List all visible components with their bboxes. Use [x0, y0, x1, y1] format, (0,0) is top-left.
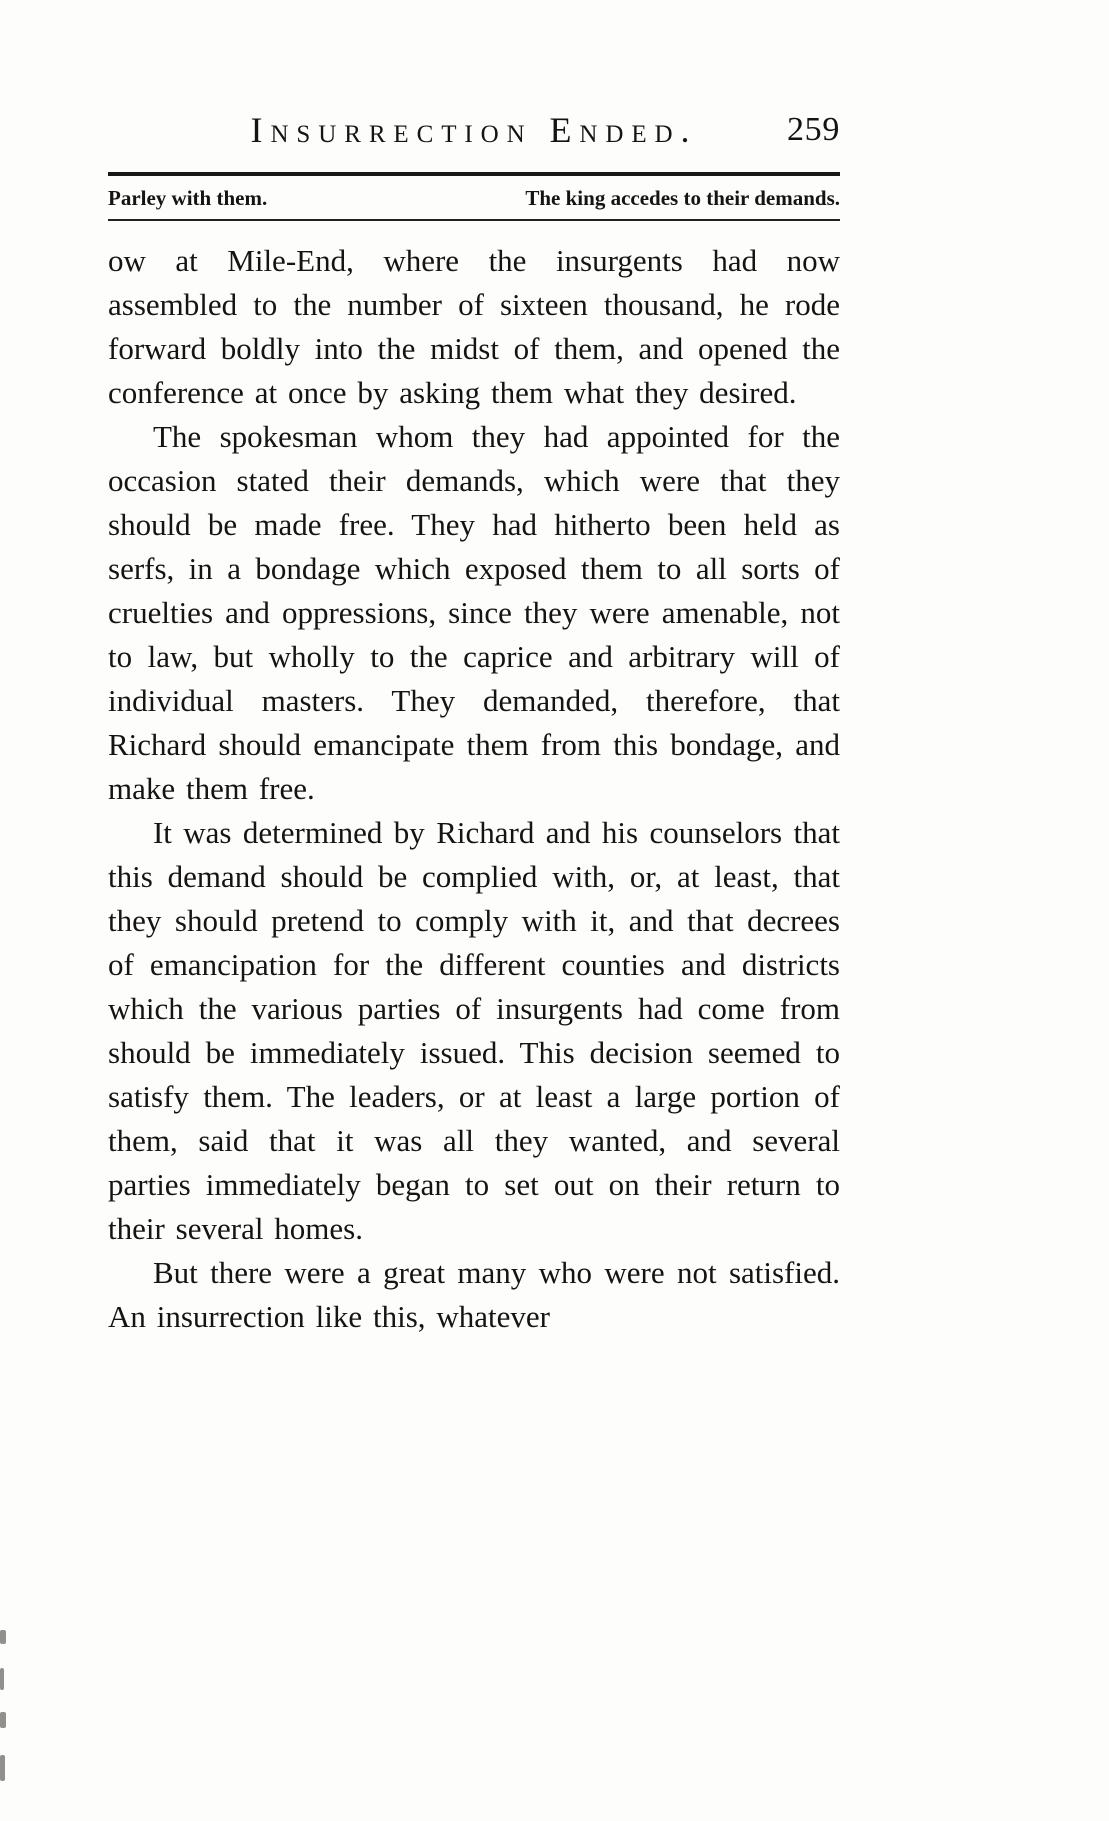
header-rule-thin: [108, 219, 840, 221]
header-rule-thick: [108, 172, 840, 176]
paragraph: It was determined by Richard and his counselors that this demand should be complied with, or, at least, that they should pretend to comply with it, and that decrees of emancipation for the different counties and districts which the various parties of insurgents had come from should be immediately issued. This decision seemed to satisfy them. The leaders, or at least a large portion of them, said that it was all they wanted, and several parties immediately began to set out on their return to their several homes.: [108, 815, 840, 1246]
running-heads: [108, 185, 840, 211]
body-text: [108, 239, 840, 1339]
page-header: [108, 108, 840, 160]
paragraph: The spokesman whom they had appointed for the occasion stated their demands, which were that they should be made free. They had hitherto been held as serfs, in a bondage which exposed them to all sorts of cruelties and oppressions, since they were amenable, not to law, but wholly to the caprice and arbitrary will of individual masters. They demanded, therefore, that Richard should emancipate them from this bondage, and make them free.: [108, 419, 840, 806]
text-block: [108, 108, 840, 1339]
page-title: Insurrection Ended.: [250, 110, 698, 150]
running-head-left: Parley with them.: [108, 186, 268, 210]
paragraph: But there were a great many who were not satisfied. An insurrection like this, whatever: [108, 1255, 840, 1334]
paragraph: ow at Mile-End, where the insurgents had now assembled to the number of sixteen thousand, he rode forward boldly into the midst of them, and opened the conference at once by asking them what they desired.: [108, 243, 840, 410]
running-head-right: The king accedes to their demands.: [525, 186, 840, 210]
page-number: 259: [786, 111, 840, 148]
